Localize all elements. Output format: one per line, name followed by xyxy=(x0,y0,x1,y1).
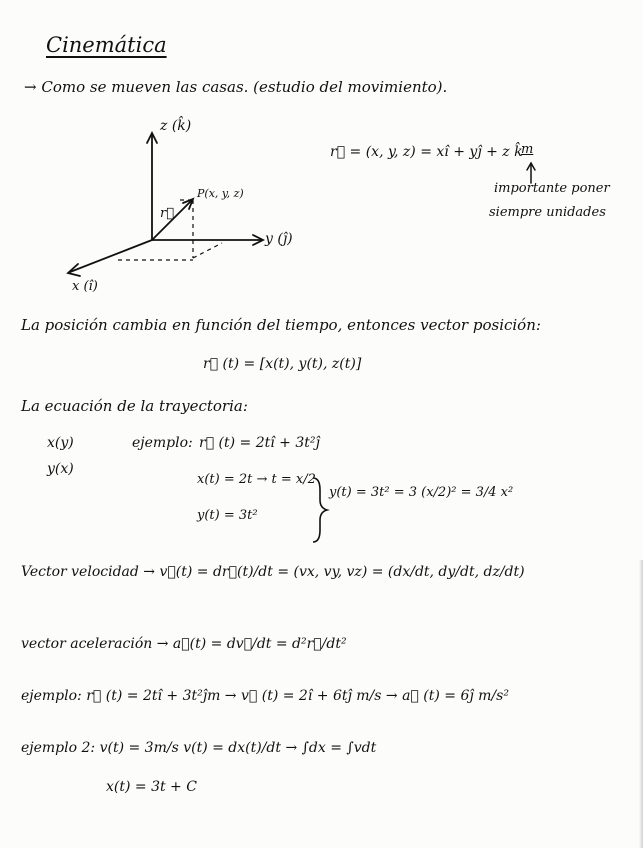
trajectory-heading: La ecuación de la trayectoria: xyxy=(21,397,248,415)
x-of-t: x(t) = 2t → t = x/2 xyxy=(197,472,316,487)
x-axis-label: x (î) xyxy=(72,279,98,294)
page-title: Cinemática xyxy=(46,33,167,57)
example-label: ejemplo: xyxy=(132,435,193,451)
z-axis-label: z (k̂) xyxy=(160,118,192,134)
velocity-vector: Vector velocidad → v⃗(t) = dr⃗(t)/dt = (vx, vy, vz) = (dx/dt, dy/dt, dz/dt) xyxy=(21,564,525,580)
point-label: P(x, y, z) xyxy=(197,187,244,200)
example-1: ejemplo: r⃗ (t) = 2tî + 3t²ĵm → v⃗ (t) = 2î + 6tĵ m/s → a⃗ (t) = 6ĵ m/s² xyxy=(21,688,509,704)
curly-brace xyxy=(313,478,327,542)
note-line-2: siempre unidades xyxy=(489,205,606,220)
y-of-t-result: y(t) = 3t² = 3 (x/2)² = 3/4 x² xyxy=(329,485,514,500)
note-line-1: importante poner xyxy=(494,181,610,196)
vector-r-label: r⃗ xyxy=(160,206,175,221)
y-of-t: y(t) = 3t² xyxy=(197,508,258,523)
example-2-result: x(t) = 3t + C xyxy=(106,779,197,795)
position-change-text: La posición cambia en función del tiempo, entonces vector posición: xyxy=(21,316,541,334)
x-of-y: x(y) xyxy=(47,435,74,451)
example-2: ejemplo 2: v(t) = 3m/s v(t) = dx(t)/dt → ∫dx = ∫vdt xyxy=(21,740,377,756)
acceleration-vector: vector aceleración → a⃗(t) = dv⃗/dt = d²r⃗/dt² xyxy=(21,636,347,652)
unit-label: m xyxy=(521,142,534,157)
position-formula: r⃗ = (x, y, z) = xî + yĵ + z k̂ xyxy=(330,144,523,160)
x-axis xyxy=(70,240,152,272)
page-edge-shadow xyxy=(639,560,643,848)
y-axis-label: y (ĵ) xyxy=(265,231,293,247)
example-formula: r⃗ (t) = 2tî + 3t²ĵ xyxy=(199,435,320,451)
position-vector-t: r⃗ (t) = [x(t), y(t), z(t)] xyxy=(203,356,362,372)
y-of-x: y(x) xyxy=(47,461,74,477)
intro-line: → Como se mueven las casas. (estudio del movimiento). xyxy=(24,78,448,96)
